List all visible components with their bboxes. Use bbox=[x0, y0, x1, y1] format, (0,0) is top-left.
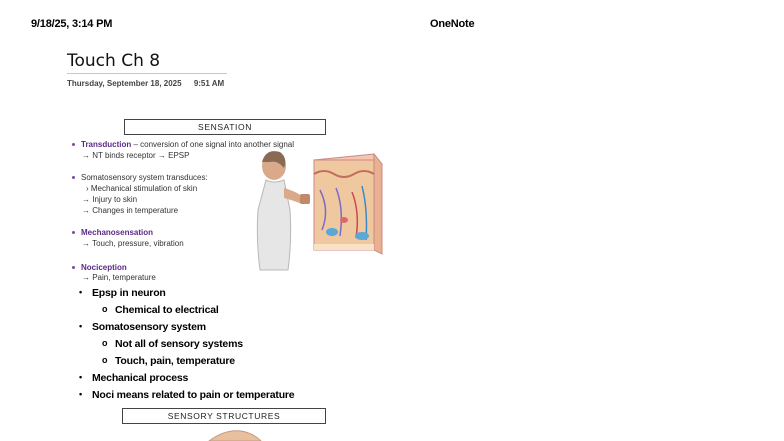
slide-line-somatosensory bbox=[72, 173, 208, 182]
bullet-dot-icon bbox=[72, 176, 75, 179]
slide-line: → Changes in temperature bbox=[82, 206, 179, 215]
slide-line-nociception bbox=[72, 263, 127, 272]
person-skin-diagram-icon bbox=[244, 140, 384, 280]
note-item[interactable] bbox=[79, 321, 206, 333]
note-text: Epsp in neuron bbox=[92, 287, 166, 299]
print-app-name: OneNote bbox=[430, 18, 475, 30]
bullet-icon: • bbox=[79, 321, 82, 331]
term-nociception: Nociception bbox=[81, 263, 127, 272]
note-text: Mechanical process bbox=[92, 372, 189, 384]
slide-line: → Touch, pressure, vibration bbox=[82, 239, 184, 248]
slide-line: → NT binds receptor → EPSP bbox=[82, 151, 190, 160]
note-text: Touch, pain, temperature bbox=[115, 355, 235, 367]
note-text: Not all of sensory systems bbox=[115, 338, 243, 350]
page-meta bbox=[67, 79, 224, 88]
skin-fold-icon bbox=[205, 425, 265, 441]
hollow-bullet-icon: o bbox=[102, 338, 108, 348]
page-date: Thursday, September 18, 2025 bbox=[67, 79, 182, 88]
slide-line: › Mechanical stimulation of skin bbox=[86, 184, 198, 193]
note-subitem[interactable] bbox=[102, 338, 243, 350]
print-datetime: 9/18/25, 3:14 PM bbox=[31, 18, 113, 30]
note-subitem[interactable] bbox=[102, 355, 235, 367]
note-text: Somatosensory system bbox=[92, 321, 206, 333]
title-divider bbox=[67, 73, 227, 74]
term-transduction: Transduction bbox=[81, 140, 132, 149]
note-item[interactable] bbox=[79, 287, 166, 299]
note-item[interactable] bbox=[79, 372, 189, 384]
bullet-icon: • bbox=[79, 372, 82, 382]
note-text: Noci means related to pain or temperature bbox=[92, 389, 295, 401]
term-mechanosensation: Mechanosensation bbox=[81, 228, 154, 237]
hollow-bullet-icon: o bbox=[102, 355, 108, 365]
bullet-dot-icon bbox=[72, 231, 75, 234]
slide-title: SENSATION bbox=[124, 119, 326, 135]
note-item[interactable] bbox=[79, 389, 295, 401]
bullet-icon: • bbox=[79, 287, 82, 297]
bullet-dot-icon bbox=[72, 143, 75, 146]
bullet-dot-icon bbox=[72, 266, 75, 269]
page-title[interactable]: Touch Ch 8 bbox=[67, 51, 161, 71]
note-text: Chemical to electrical bbox=[115, 304, 219, 316]
term-definition: – conversion of one signal into another signal bbox=[131, 140, 295, 149]
slide-line-text: Somatosensory system transduces: bbox=[81, 173, 208, 182]
slide-line: → Pain, temperature bbox=[82, 273, 156, 282]
bullet-icon: • bbox=[79, 389, 82, 399]
hollow-bullet-icon: o bbox=[102, 304, 108, 314]
note-subitem[interactable] bbox=[102, 304, 219, 316]
slide-line: → Injury to skin bbox=[82, 195, 138, 204]
page-time: 9:51 AM bbox=[193, 79, 225, 88]
sensory-structures-slide-title[interactable]: SENSORY STRUCTURES bbox=[122, 408, 326, 424]
sensation-slide-image[interactable] bbox=[68, 114, 384, 286]
slide-line-mechanosensation bbox=[72, 228, 153, 237]
